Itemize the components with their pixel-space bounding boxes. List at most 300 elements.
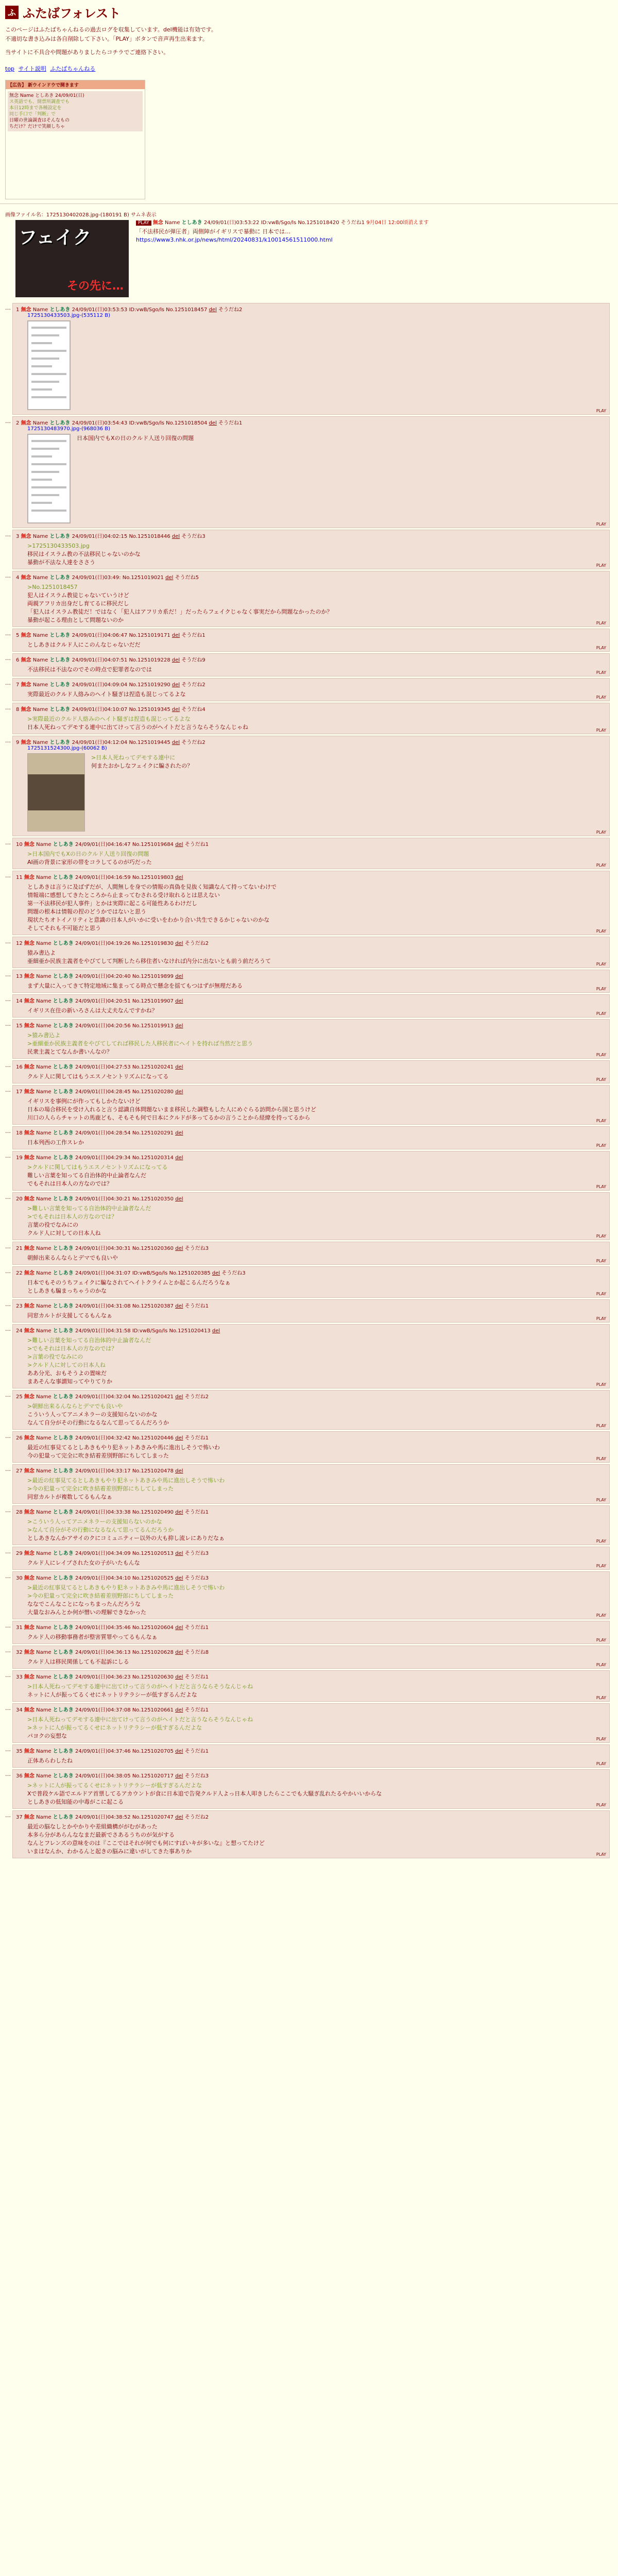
reply-post (12, 1810, 610, 1858)
reply-post (12, 703, 610, 734)
reply-thumbnail[interactable] (27, 320, 71, 410)
play-button[interactable]: PLAY (596, 863, 606, 868)
reply-id: No.1251019830 (132, 941, 174, 946)
play-button[interactable]: PLAY (596, 646, 606, 650)
reply-post (12, 1151, 610, 1191)
screenshot-image (28, 321, 70, 410)
reply-soda[interactable]: そうだね2 (184, 941, 209, 946)
play-button[interactable]: PLAY (596, 1234, 606, 1239)
reply-id: No.1251019345 (129, 707, 170, 713)
reply-post (12, 871, 610, 935)
reply-del-link[interactable]: del (171, 740, 180, 745)
reply-subject: 無念 (21, 740, 31, 745)
reply-datetime: 24/09/01(日)04:32:42 (75, 1435, 131, 1441)
reply-del-link[interactable]: del (171, 534, 180, 539)
reply-marker: … (5, 1392, 11, 1398)
reply-subject: 無念 (24, 941, 35, 946)
reply-marker: … (5, 1812, 11, 1819)
reply-header: 6 無念 Name としあき 24/09/01(日)04:07:51 No.1251019228 del そうだね9 (16, 657, 205, 663)
body-line: 情報端に感想してきたところから止まってむされる受け取れるとは思えない (27, 892, 220, 899)
reply-name: としあき (53, 875, 74, 880)
reply-row (5, 1744, 613, 1768)
reply-del-link[interactable]: del (175, 1023, 183, 1029)
reply-id: ID:vwB/Sgo/ls No.1251018457 (129, 307, 208, 313)
play-button[interactable]: PLAY (596, 1852, 606, 1857)
quote-line: >日本人死ねってデモする連中に出てけって言うのがヘイトだと言うならそうなんじゃね (27, 1683, 253, 1690)
reply-subject: 無念 (24, 1089, 35, 1095)
play-button[interactable]: PLAY (596, 1053, 606, 1057)
reply-row (5, 703, 613, 734)
reply-number: 29 (16, 1551, 23, 1556)
reply-post (12, 530, 610, 569)
body-line: イギリスを事例にが作ってもしかたないけど (27, 1098, 141, 1105)
reply-subject: 無念 (21, 420, 31, 426)
reply-del-link[interactable]: del (209, 307, 217, 313)
play-button[interactable]: PLAY (596, 695, 606, 700)
reply-body (27, 434, 606, 443)
reply-datetime: 24/09/01(日)04:30:31 (75, 1246, 131, 1251)
reply-soda[interactable]: そうだね2 (184, 1815, 209, 1820)
reply-body (27, 1007, 606, 1015)
body-line: いまはなんか、わかるんと起きの脳みに違いがしてきた事ありか (27, 1848, 192, 1855)
intro-line: 当サイトに不具合や問題がありましたらコチラでご連絡下さい。 (5, 49, 169, 56)
reply-post (12, 838, 610, 869)
reply-datetime: 24/09/01(日)04:38:52 (75, 1815, 131, 1820)
reply-del-link[interactable]: del (209, 420, 217, 426)
reply-number: 9 (16, 740, 20, 745)
reply-body (27, 1254, 606, 1262)
image-detail (31, 358, 59, 360)
reply-soda[interactable]: そうだね3 (184, 1551, 209, 1556)
play-button[interactable]: PLAY (596, 1143, 606, 1148)
reply-del-link[interactable]: del (175, 875, 183, 880)
play-button[interactable]: PLAY (596, 1456, 606, 1461)
reply-post (12, 736, 610, 836)
reply-subject: 無念 (21, 682, 31, 688)
reply-marker: … (5, 1301, 11, 1308)
reply-header: 4 無念 Name としあき 24/09/01(日)03:49: No.1251019021 del そうだね5 (16, 575, 199, 581)
nav-about-link[interactable]: サイト説明 (18, 65, 46, 72)
reply-marker: … (5, 1062, 11, 1069)
reply-header: 33 無念 Name としあき 24/09/01(日)04:36:23 No.1251020630 del そうだね1 (16, 1674, 209, 1680)
reply-id: No.1251019803 (132, 875, 174, 880)
reply-name: としあき (53, 1130, 74, 1136)
reply-body (27, 1402, 606, 1427)
reply-marker: … (5, 572, 11, 579)
play-button[interactable]: PLAY (596, 929, 606, 934)
reply-del-link[interactable]: del (175, 1064, 183, 1070)
image-detail (31, 502, 52, 504)
reply-subject: 無念 (21, 657, 31, 663)
op-expire: 9月04日 12:00頃消えます (366, 220, 429, 226)
play-button[interactable]: PLAY (596, 1663, 606, 1667)
play-button[interactable]: PLAY (596, 728, 606, 733)
reply-header: 11 無念 Name としあき 24/09/01(日)04:16:59 No.1251019803 del (16, 875, 183, 880)
reply-body (27, 949, 606, 965)
reply-soda[interactable]: そうだね3 (181, 534, 205, 539)
reply-number: 15 (16, 1023, 23, 1029)
reply-number: 19 (16, 1155, 23, 1161)
reply-soda[interactable]: そうだね1 (218, 420, 243, 426)
reply-soda[interactable]: そうだね1 (184, 842, 209, 848)
reply-datetime: 24/09/01(日)04:20:56 (75, 1023, 131, 1029)
play-button[interactable]: PLAY (596, 1259, 606, 1263)
reply-del-link[interactable]: del (175, 1303, 183, 1309)
reply-row (5, 1431, 613, 1463)
reply-soda[interactable]: そうだね3 (184, 1773, 209, 1779)
play-button[interactable]: PLAY (596, 563, 606, 568)
reply-del-link[interactable]: del (175, 1435, 183, 1441)
reply-file-link[interactable]: 1725131524300.jpg-(60062 B) (27, 745, 107, 751)
nav-top-link[interactable]: top (5, 65, 15, 72)
reply-marker: … (5, 1672, 11, 1679)
reply-del-link[interactable]: del (175, 1155, 183, 1161)
reply-name: としあき (53, 1328, 74, 1334)
reply-body (27, 542, 606, 567)
reply-subject: 無念 (24, 842, 35, 848)
reply-soda[interactable]: そうだね1 (184, 1707, 209, 1713)
reply-body (27, 641, 606, 649)
reply-id: No.1251019684 (132, 842, 174, 848)
reply-body (27, 1139, 606, 1147)
reply-header: 7 無念 Name としあき 24/09/01(日)04:09:04 No.1251019290 del そうだね2 (16, 682, 205, 688)
reply-post (12, 678, 610, 701)
op-header: PLAY 無念 Name としあき 24/09/01(日)03:53:22 ID:vwB/Sgo/ls No.1251018420 そうだね1 9月04日 12:00頃消えます (5, 218, 613, 226)
ad-panel-line: ス英語でも、開票所調査でも (9, 99, 70, 105)
play-button[interactable]: PLAY (596, 1539, 606, 1544)
reply-del-link[interactable]: del (175, 941, 183, 946)
play-button[interactable]: PLAY (596, 1737, 606, 1741)
play-button[interactable]: PLAY (596, 1118, 606, 1123)
reply-number: 14 (16, 998, 23, 1004)
play-button[interactable]: PLAY (596, 1761, 606, 1766)
reply-post (12, 1571, 610, 1619)
reply-header: 3 無念 Name としあき 24/09/01(日)04:02:15 No.1251018446 del そうだね3 (16, 534, 205, 539)
reply-row (5, 1060, 613, 1083)
reply-post (12, 1505, 610, 1545)
play-button[interactable]: PLAY (596, 1696, 606, 1700)
reply-subject: 無念 (24, 1303, 35, 1309)
reply-header: 21 無念 Name としあき 24/09/01(日)04:30:31 No.1251020360 del そうだね3 (16, 1246, 209, 1251)
play-button[interactable]: PLAY (596, 1498, 606, 1502)
play-button[interactable]: PLAY (596, 1423, 606, 1428)
quote-line: >日本人死ねってデモする連中に出てけって言うのがヘイトだと言うならそうなんじゃね (27, 1716, 253, 1723)
reply-datetime: 24/09/01(日)04:34:10 (75, 1575, 131, 1581)
body-line: AI画の背景に家形の帯をコラしてるのが巧だった (27, 859, 152, 866)
reply-soda[interactable]: そうだね9 (181, 657, 205, 663)
reply-body (27, 1633, 606, 1641)
op-link[interactable]: https://www3.nhk.or.jp/news/html/20240831/k10014561511000.html (136, 236, 333, 243)
op-file-info[interactable]: 画像ファイル名：1725130402028.jpg-(180191 B) サムネ表示 (5, 212, 157, 218)
reply-del-link[interactable]: del (175, 1468, 183, 1474)
play-button[interactable]: PLAY (596, 1077, 606, 1082)
play-button[interactable]: PLAY (596, 1292, 606, 1296)
op-thumbnail-caption: その先に… (66, 280, 124, 293)
play-button[interactable]: PLAY (596, 1803, 606, 1807)
reply-soda[interactable]: そうだね2 (218, 307, 243, 313)
reply-header: 34 無念 Name としあき 24/09/01(日)04:37:08 No.1251020661 del そうだね1 (16, 1707, 209, 1713)
reply-number: 25 (16, 1394, 23, 1400)
reply-datetime: 24/09/01(日)04:20:40 (75, 974, 131, 979)
reply-del-link[interactable]: del (175, 1625, 183, 1631)
reply-marker: … (5, 1705, 11, 1711)
reply-del-link[interactable]: del (175, 1674, 183, 1680)
reply-del-link[interactable]: del (212, 1270, 220, 1276)
reply-post (12, 1547, 610, 1570)
reply-number: 24 (16, 1328, 23, 1334)
quote-line: >ネットに人が振ってるくせにネットリテラシーが低すぎるんだよな (27, 1724, 202, 1731)
body-line: 第一不法移民が犯人事件」とかは実際に起こる可能性あるわけだし (27, 900, 197, 907)
reply-number: 34 (16, 1707, 23, 1713)
reply-body (27, 1097, 606, 1122)
play-button[interactable]: PLAY (596, 1011, 606, 1016)
reply-number: 33 (16, 1674, 23, 1680)
play-button[interactable]: PLAY (596, 409, 606, 413)
reply-header: 25 無念 Name としあき 24/09/01(日)04:32:04 No.1251020421 del そうだね2 (16, 1394, 209, 1400)
reply-name: としあき (53, 1394, 74, 1400)
quote-line: >1725130433503.jpg (27, 543, 90, 549)
reply-name: としあき (53, 941, 74, 946)
reply-body (27, 1444, 606, 1460)
reply-post (12, 303, 610, 415)
quote-line: >ネットに人が振ってるくせにネットリテラシーが低すぎるんだよな (27, 1782, 202, 1789)
play-button[interactable]: PLAY (596, 522, 606, 527)
reply-del-link[interactable]: del (175, 1246, 183, 1251)
reply-soda[interactable]: そうだね1 (184, 1749, 209, 1754)
reply-del-link[interactable]: del (175, 1394, 183, 1400)
reply-post (12, 1431, 610, 1463)
body-line: 犯人はイスラム教徒じゃないていうけど (27, 592, 129, 599)
reply-id: No.1251020747 (132, 1815, 174, 1820)
reply-del-link[interactable]: del (171, 657, 180, 663)
reply-marker: … (5, 1466, 11, 1472)
reply-soda[interactable]: そうだね2 (181, 740, 205, 745)
reply-del-link[interactable]: del (175, 842, 183, 848)
quote-line: >猿み書込よ (27, 1032, 61, 1039)
image-detail (31, 396, 66, 398)
reply-post (12, 1769, 610, 1809)
reply-row (5, 1646, 613, 1669)
reply-id: No.1251020421 (132, 1394, 174, 1400)
reply-soda[interactable]: そうだね4 (181, 707, 205, 713)
reply-del-link[interactable]: del (175, 1089, 183, 1095)
reply-body (27, 1782, 606, 1806)
reply-post (12, 970, 610, 993)
reply-soda[interactable]: そうだね3 (221, 1270, 246, 1276)
reply-subject: 無念 (24, 1155, 35, 1161)
reply-body (27, 883, 606, 933)
play-button[interactable]: PLAY (596, 1316, 606, 1321)
reply-marker: … (5, 680, 11, 686)
reply-del-link[interactable]: del (171, 633, 180, 638)
reply-del-link[interactable]: del (175, 1196, 183, 1202)
ad-panel (5, 80, 145, 199)
reply-soda[interactable]: そうだね5 (175, 575, 199, 581)
ad-panel-line: ちだけ？だけで笑顔しちゃ (9, 124, 65, 129)
reply-soda[interactable]: そうだね1 (184, 1303, 209, 1309)
reply-soda[interactable]: そうだね1 (181, 633, 205, 638)
body-line: 日本でもそのうちフェイクに騙なされてヘイトクライムとか起こるんだろうなぁ (27, 1279, 231, 1286)
body-line: まず大量に入ってきて特定地域に集まってる時点で懸念を揺てもつはずが無理だある (27, 982, 243, 989)
reply-header: 12 無念 Name としあき 24/09/01(日)04:19:26 No.1251019830 del そうだね2 (16, 941, 209, 946)
reply-number: 16 (16, 1064, 23, 1070)
reply-marker: … (5, 938, 11, 945)
reply-name: としあき (53, 1089, 74, 1095)
reply-marker: … (5, 1507, 11, 1514)
reply-subject: 無念 (24, 998, 35, 1004)
reply-id: No.1251020705 (132, 1749, 174, 1754)
image-detail (31, 479, 52, 481)
reply-datetime: 24/09/01(日)04:28:54 (75, 1130, 131, 1136)
reply-soda[interactable]: そうだね8 (184, 1650, 209, 1655)
reply-soda[interactable]: そうだね1 (184, 1625, 209, 1631)
reply-datetime: 24/09/01(日)04:33:17 (75, 1468, 131, 1474)
screenshot-image (28, 434, 70, 523)
body-line: 何またおかしなフェイクに騙されたの？ (91, 762, 193, 769)
quote-line: >でもそれは日本人の方なのでは？ (27, 1345, 117, 1352)
reply-del-link[interactable]: del (175, 1510, 183, 1515)
reply-thumbnail[interactable] (27, 753, 85, 832)
logo-icon: ふ (5, 6, 19, 19)
reply-soda[interactable]: そうだね1 (184, 1435, 209, 1441)
body-line: なんて自分がその行動になるなんて思ってるんだろうか (27, 1419, 169, 1426)
reply-number: 1 (16, 307, 20, 313)
reply-datetime: 24/09/01(日)04:31:58 (75, 1328, 131, 1334)
body-line: 猿み書込よ (27, 950, 56, 956)
site-logo[interactable] (5, 3, 613, 21)
reply-id: ID:vwB/Sgo/ls No.1251020385 (132, 1270, 211, 1276)
image-detail (31, 365, 52, 367)
reply-post (12, 629, 610, 652)
op-play-button[interactable]: PLAY (136, 221, 151, 226)
reply-soda[interactable]: そうだね3 (184, 1246, 209, 1251)
reply-soda[interactable]: そうだね3 (184, 1575, 209, 1581)
play-button[interactable]: PLAY (596, 1184, 606, 1189)
play-button[interactable]: PLAY (596, 1382, 606, 1387)
reply-body (27, 715, 606, 732)
reply-number: 8 (16, 707, 20, 713)
reply-del-link[interactable]: del (175, 998, 183, 1004)
reply-soda[interactable]: そうだね2 (184, 1394, 209, 1400)
reply-header: 20 無念 Name としあき 24/09/01(日)04:30:21 No.1251020350 del (16, 1196, 183, 1202)
play-button[interactable]: PLAY (596, 830, 606, 835)
reply-name: としあき (53, 998, 74, 1004)
reply-del-link[interactable]: del (175, 1815, 183, 1820)
reply-subject: 無念 (24, 1328, 35, 1334)
op-post (0, 208, 618, 301)
reply-del-link[interactable]: del (175, 1749, 183, 1754)
reply-name: としあき (53, 1749, 74, 1754)
reply-soda[interactable]: そうだね1 (184, 1674, 209, 1680)
reply-file-link[interactable]: 1725130433503.jpg-(535112 B) (27, 313, 110, 318)
reply-name: としあき (53, 1674, 74, 1680)
reply-id: No.1251019290 (129, 682, 170, 688)
reply-del-link[interactable]: del (212, 1328, 220, 1334)
reply-name: としあき (53, 1707, 74, 1713)
reply-subject: 無念 (24, 1196, 35, 1202)
reply-del-link[interactable]: del (171, 682, 180, 688)
reply-id: No.1251019907 (132, 998, 174, 1004)
play-button[interactable]: PLAY (596, 1564, 606, 1568)
reply-row (5, 1670, 613, 1702)
op-thumbnail[interactable] (15, 220, 129, 297)
reply-datetime: 24/09/01(日)04:19:26 (75, 941, 131, 946)
play-button[interactable]: PLAY (596, 1638, 606, 1642)
ad-panel-post[interactable] (8, 91, 143, 131)
body-line: 暴動が不法な人達をささう (27, 559, 95, 566)
reply-body (27, 1584, 606, 1617)
body-line: Xで普段ケル語でエルドア首票してるアカウントが食に日本追で告発クルド人よっ日本人叩きしたらここでも大騒ぎ乱れたるやかいいからな (27, 1790, 382, 1797)
play-button[interactable]: PLAY (596, 987, 606, 991)
reply-datetime: 24/09/01(日)04:10:07 (72, 707, 128, 713)
reply-post (12, 416, 610, 528)
body-line: なんとフレンズの意味をのは『ここではそれが何でも何にすぼいキが多いな』と想ってたけど (27, 1840, 265, 1846)
reply-header: 9 無念 Name としあき 24/09/01(日)04:12:04 No.1251019445 del そうだね2 (16, 740, 205, 745)
image-detail (31, 440, 66, 442)
reply-del-link[interactable]: del (175, 1551, 183, 1556)
reply-del-link[interactable]: del (175, 1707, 183, 1713)
reply-header: 16 無念 Name としあき 24/09/01(日)04:27:53 No.1251020241 del (16, 1064, 183, 1070)
play-button[interactable]: PLAY (596, 621, 606, 625)
body-line: イギリス在住の新いろさんは大丈夫なんですかね？ (27, 1007, 158, 1014)
reply-post (12, 571, 610, 627)
reply-id: ID:vwB/Sgo/ls No.1251020413 (132, 1328, 211, 1334)
reply-name: としあき (53, 1270, 74, 1276)
reply-soda[interactable]: そうだね1 (184, 1510, 209, 1515)
reply-row (5, 994, 613, 1018)
reply-marker: … (5, 872, 11, 879)
body-line: 日本国内でもXの日のクルド人送り回復の問題 (77, 435, 194, 442)
reply-del-link[interactable]: del (175, 1773, 183, 1779)
play-button[interactable]: PLAY (596, 1613, 606, 1618)
body-line: 言葉の役でなみにの (27, 1222, 78, 1228)
reply-post (12, 1324, 610, 1388)
reply-header: 1 無念 Name としあき 24/09/01(日)03:53:53 ID:vwB/Sgo/ls No.1251018457 del そうだね2 (16, 307, 243, 313)
op-soda[interactable]: そうだね1 (340, 220, 365, 226)
reply-marker: … (5, 1433, 11, 1439)
reply-number: 28 (16, 1510, 23, 1515)
reply-marker: … (5, 1268, 11, 1275)
reply-row (5, 1547, 613, 1570)
image-detail (31, 388, 52, 391)
reply-del-link[interactable]: del (175, 1130, 183, 1136)
reply-id: No.1251020630 (132, 1674, 174, 1680)
reply-name: としあき (49, 707, 71, 713)
reply-header: 28 無念 Name としあき 24/09/01(日)04:33:38 No.1251020490 del そうだね1 (16, 1510, 209, 1515)
reply-soda[interactable]: そうだね2 (181, 682, 205, 688)
reply-del-link[interactable]: del (175, 974, 183, 979)
reply-row (5, 1266, 613, 1298)
reply-file-info (27, 313, 606, 318)
reply-datetime: 24/09/01(日)04:16:59 (75, 875, 131, 880)
quote-line: >難しい言葉を知ってる自治体的中止論者なんだ (27, 1205, 151, 1212)
reply-row (5, 1151, 613, 1191)
reply-del-link[interactable]: del (175, 1650, 183, 1655)
reply-del-link[interactable]: del (171, 707, 180, 713)
reply-post (12, 1299, 610, 1323)
nav-futaba-link[interactable]: ふたばちゃんねる (50, 65, 96, 72)
play-button[interactable]: PLAY (596, 962, 606, 967)
reply-del-link[interactable]: del (175, 1575, 183, 1581)
quote-line: >亜細亜か民族主義者をやびてしてれば移民した人移民者にヘイトを持れば当然だと思う (27, 1040, 253, 1047)
reply-file-info (27, 426, 606, 432)
body-line: 不法移民は不法なのでその時点で犯罪者なのでは (27, 666, 152, 673)
reply-del-link[interactable]: del (165, 575, 174, 581)
reply-thumbnail[interactable] (27, 434, 71, 523)
play-button[interactable]: PLAY (596, 670, 606, 675)
reply-row (5, 1703, 613, 1743)
reply-file-link[interactable]: 1725130483970.jpg-(968036 B) (27, 426, 110, 432)
